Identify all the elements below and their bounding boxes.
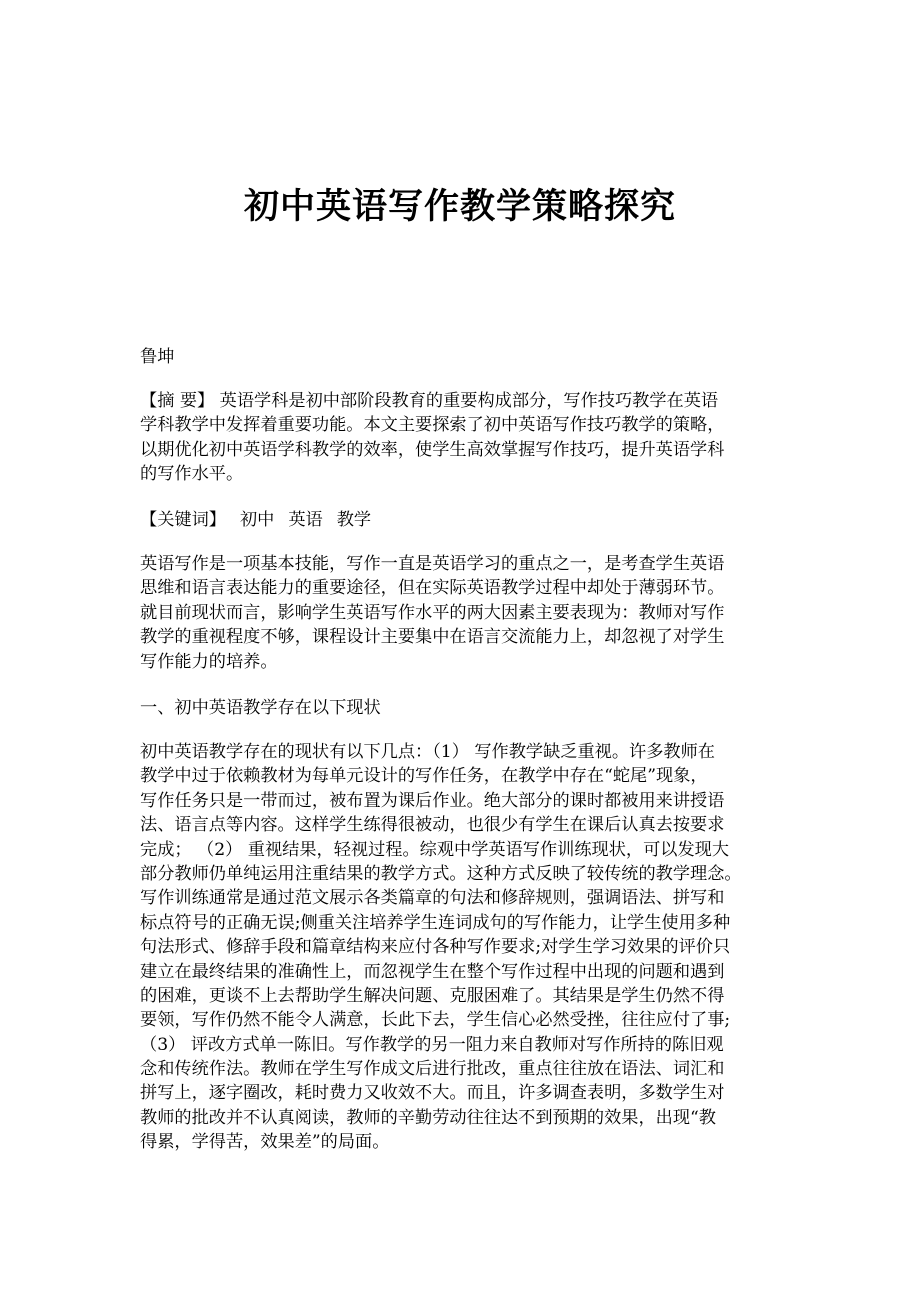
section-line: 完成； （2） 重视结果，轻视过程。综观中学英语写作训练现状，可以发现大 xyxy=(140,839,730,860)
section-line: 教学中过于依赖教材为每单元设计的写作任务，在教学中存在“蛇尾”现象， xyxy=(140,766,708,787)
intro-line: 写作能力的培养。 xyxy=(140,651,278,672)
section-line: 写作训练通常是通过范文展示各类篇章的句法和修辞规则，强调语法、拼写和 xyxy=(140,888,725,909)
intro-line: 教学的重视程度不够，课程设计主要集中在语言交流能力上，却忽视了对学生 xyxy=(140,627,725,648)
section-line: 教师的批改并不认真阅读，教师的辛勤劳动往往达不到预期的效果，出现“教 xyxy=(140,1107,716,1128)
intro-line: 就目前现状而言，影响学生英语写作水平的两大因素主要表现为：教师对写作 xyxy=(140,602,725,623)
section-line: 部分教师仍单纯运用注重结果的教学方式。这种方式反映了较传统的教学理念。 xyxy=(140,863,742,884)
intro-line: 思维和语言表达能力的重要途径，但在实际英语教学过程中却处于薄弱环节。 xyxy=(140,578,725,599)
keyword-term: 教学 xyxy=(336,510,372,530)
section-line: 得累，学得苦，效果差”的局面。 xyxy=(140,1132,390,1153)
section-line: 拼写上，逐字圈改，耗时费力又收效不大。而且，许多调查表明，多数学生对 xyxy=(140,1083,725,1104)
section-line: 法、语言点等内容。这样学生练得很被动，也很少有学生在课后认真去按要求 xyxy=(140,815,725,836)
abstract-line: 以期优化初中英语学科教学的效率，使学生高效掌握写作技巧，提升英语学科 xyxy=(140,439,725,460)
section-paragraph xyxy=(140,740,785,1155)
section-line: 的困难，更谈不上去帮助学生解决问题、克服困难了。其结果是学生仍然不得 xyxy=(140,985,725,1006)
keyword-term: 英语 xyxy=(288,510,323,530)
keywords-label: 【关键词】 xyxy=(140,510,226,530)
keywords-line xyxy=(140,508,785,532)
abstract-line: 【摘 要】 英语学科是初中部阶段教育的重要构成部分，写作技巧教学在英语 xyxy=(140,391,719,411)
abstract-paragraph xyxy=(140,389,785,487)
abstract-line: 学科教学中发挥着重要功能。本文主要探索了初中英语写作技巧教学的策略， xyxy=(140,415,725,436)
intro-line: 英语写作是一项基本技能，写作一直是英语学习的重点之一，是考查学生英语 xyxy=(140,554,725,574)
section-line: 要领，写作仍然不能令人满意，长此下去，学生信心必然受挫，往往应付了事; xyxy=(140,1010,731,1031)
intro-paragraph xyxy=(140,552,785,674)
section-heading xyxy=(140,696,785,720)
section-line: 句法形式、修辞手段和篇章结构来应付各种写作要求;对学生学习效果的评价只 xyxy=(140,937,731,958)
section-line: （3） 评改方式单一陈旧。写作教学的另一阻力来自教师对写作所持的陈旧观 xyxy=(140,1034,724,1055)
section-line: 念和传统作法。教师在学生写作成文后进行批改，重点往往放在语法、词汇和 xyxy=(140,1059,725,1080)
keyword-term: 初中 xyxy=(239,510,275,530)
section-line: 建立在最终结果的准确性上，而忽视学生在整个写作过程中出现的问题和遇到 xyxy=(140,961,725,982)
author-name xyxy=(140,345,785,369)
section-line: 标点符号的正确无误;侧重关注培养学生连词成句的写作能力，让学生使用多种 xyxy=(140,912,731,933)
section-heading-text: 一、初中英语教学存在以下现状 xyxy=(140,698,381,718)
abstract-line: 的写作水平。 xyxy=(140,464,244,485)
section-line: 初中英语教学存在的现状有以下几点：（1） 写作教学缺乏重视。许多教师在 xyxy=(140,742,715,762)
section-line: 写作任务只是一带而过，被布置为课后作业。绝大部分的课时都被用来讲授语 xyxy=(140,790,725,811)
keywords-paragraph xyxy=(140,508,785,532)
author-line: 鲁坤 xyxy=(140,347,175,367)
article-title: 初中英语写作教学策略探究 xyxy=(243,186,676,227)
